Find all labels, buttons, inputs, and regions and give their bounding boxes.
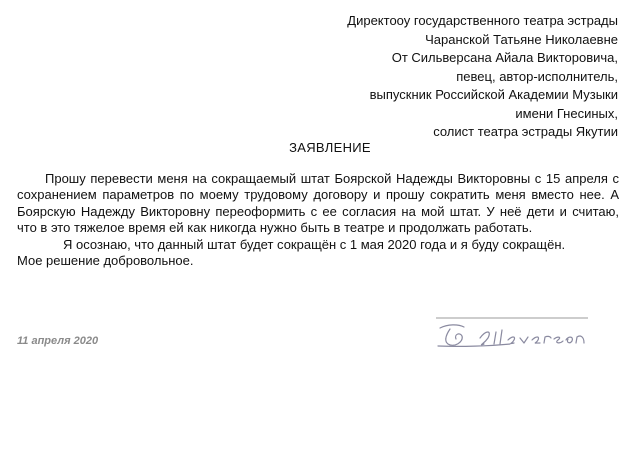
header-line-sender-name: От Сильверсана Айала Викторовича, — [391, 50, 618, 65]
body-paragraph-acknowledgement: Я осознаю, что данный штат будет сокращён с 1 мая 2020 года и я буду сокращён. — [63, 236, 566, 252]
header-line-sender-profession: певец, автор-исполнитель, — [456, 68, 618, 84]
body-paragraph-request: Прошу перевести меня на сокращаемый штат Боярской Надежды Викторовны с 15 апреля с сохранением параметров по моему трудовому договору и прошу сократить меня вместо нее. А Боярскую Надежду Викторовну переоформить с ее согласия на мой штат. У неё дети и считаю, что в это тяжелое время ей как никогда нужно быть в театре и продолжать работать. — [17, 171, 619, 236]
addressee-header — [258, 12, 618, 142]
signature-strokes — [438, 325, 584, 347]
header-line-sender-education: выпускник Российской Академии Музыки — [369, 87, 618, 102]
body-paragraph-voluntary: Мое решение добровольное. — [17, 253, 194, 269]
header-line-sender-position: солист театра эстрады Якутии — [433, 124, 618, 139]
document-title: ЗАЯВЛЕНИЕ — [289, 140, 371, 155]
header-line-sender-education-cont: имени Гнесиных, — [515, 105, 618, 121]
header-line-director: Директооу государственного театра эстрады — [347, 13, 618, 28]
header-line-recipient-name: Чаранской Татьяне Николаевне — [425, 31, 618, 47]
handwritten-signature — [430, 308, 592, 352]
document-body — [17, 171, 619, 269]
document-date: 11 апреля 2020 — [17, 335, 99, 347]
